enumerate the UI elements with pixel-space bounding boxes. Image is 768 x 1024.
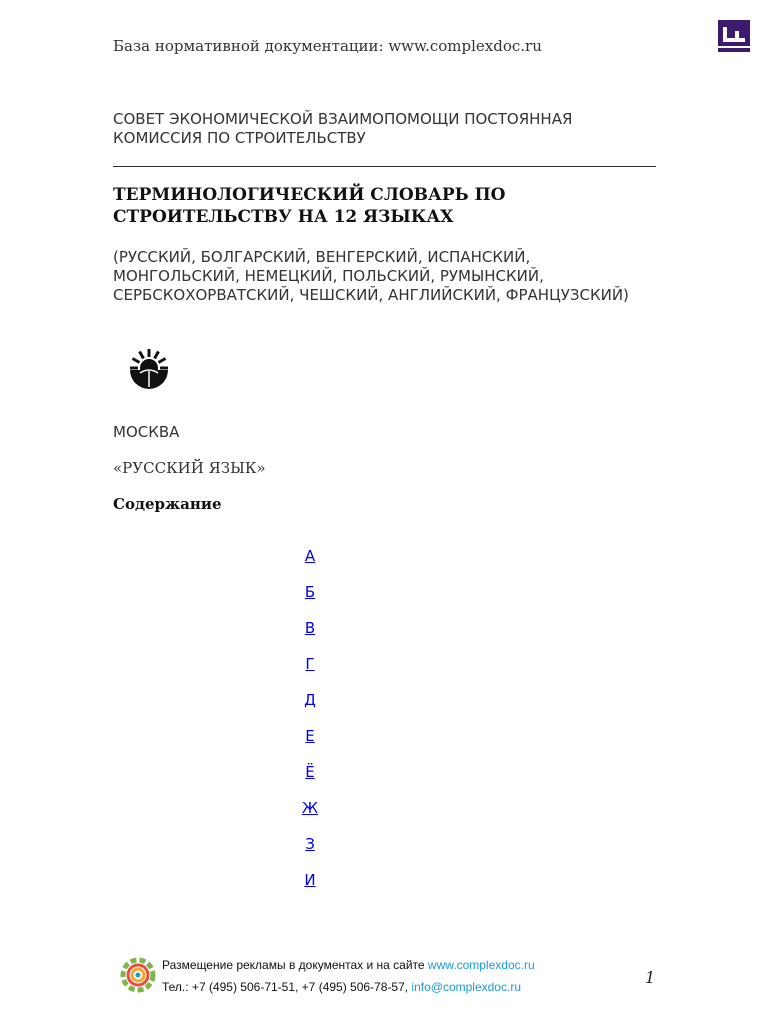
toc-link-z[interactable]: З xyxy=(305,835,315,853)
toc-item xyxy=(290,691,330,727)
toc-item xyxy=(290,835,330,871)
document-title: ТЕРМИНОЛОГИЧЕСКИЙ СЛОВАРЬ ПО СТРОИТЕЛЬСТВУ НА 12 ЯЗЫКАХ xyxy=(113,185,506,227)
sev-emblem-icon xyxy=(126,345,172,391)
toc-item xyxy=(290,619,330,655)
toc-item xyxy=(290,799,330,835)
toc-item xyxy=(290,763,330,799)
toc-link-e[interactable]: Е xyxy=(305,727,315,745)
toc-heading: Содержание xyxy=(113,495,222,513)
toc-link-zh[interactable]: Ж xyxy=(301,799,319,817)
toc-item xyxy=(290,547,330,583)
toc-link-v[interactable]: В xyxy=(304,619,316,637)
city: МОСКВА xyxy=(113,423,180,441)
toc-link-d[interactable]: Д xyxy=(304,691,316,709)
publisher: «РУССКИЙ ЯЗЫК» xyxy=(113,459,266,477)
page-number: 1 xyxy=(645,968,656,987)
footer-email-link[interactable]: info@complexdoc.ru xyxy=(411,980,521,994)
footer-ad-line xyxy=(162,958,535,972)
footer-site-link[interactable]: www.complexdoc.ru xyxy=(427,958,535,972)
toc-link-a[interactable]: А xyxy=(304,547,316,565)
footer-ad-text: Размещение рекламы в документах и на сайте xyxy=(162,958,428,972)
footer-contact-line xyxy=(162,980,521,994)
gear-logo-icon xyxy=(119,956,157,994)
languages-list: (РУССКИЙ, БОЛГАРСКИЙ, ВЕНГЕРСКИЙ, ИСПАНСКИЙ, МОНГОЛЬСКИЙ, НЕМЕЦКИЙ, ПОЛЬСКИЙ, РУМЫНСКИЙ, СЕРБСКОХОРВАТСКИЙ, ЧЕШСКИЙ, АНГЛИЙСКИЙ, ФРАНЦУЗСКИЙ) xyxy=(113,248,629,304)
footer-phone-text: Тел.: +7 (495) 506-71-51, +7 (495) 506-78-57, xyxy=(162,980,412,994)
toc-link-b[interactable]: Б xyxy=(304,583,316,601)
toc-item xyxy=(290,655,330,691)
header-site-text: База нормативной документации: www.complexdoc.ru xyxy=(113,37,542,55)
toc-item xyxy=(290,583,330,619)
toc-link-yo[interactable]: Ё xyxy=(305,763,315,781)
toc-item xyxy=(290,727,330,763)
toc-link-g[interactable]: Г xyxy=(305,655,315,673)
toc-item xyxy=(290,871,330,907)
divider xyxy=(113,166,656,167)
organization-name: СОВЕТ ЭКОНОМИЧЕСКОЙ ВЗАИМОПОМОЩИ ПОСТОЯННАЯ КОМИССИЯ ПО СТРОИТЕЛЬСТВУ xyxy=(113,110,573,147)
toc-link-i[interactable]: И xyxy=(304,871,316,889)
toc-list xyxy=(290,547,330,907)
complexdoc-logo-icon xyxy=(718,20,750,52)
